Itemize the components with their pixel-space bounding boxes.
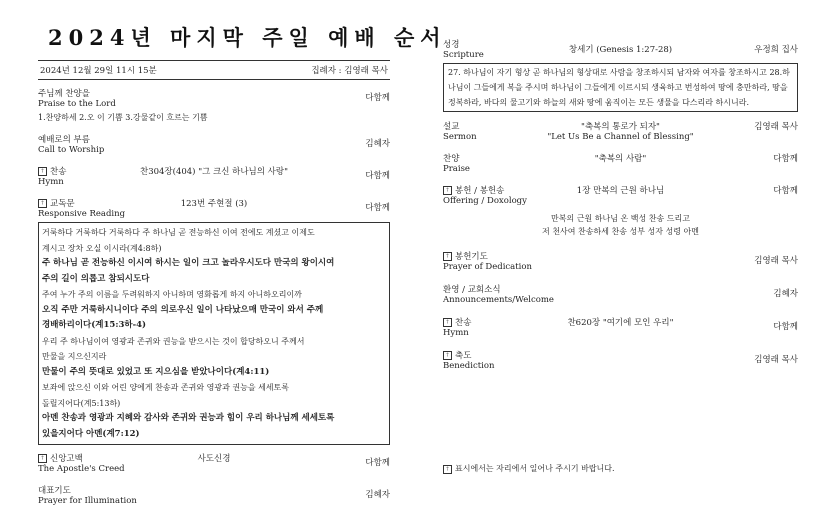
scripture-item	[443, 40, 798, 60]
stand-icon: †	[443, 186, 452, 195]
stand-icon: †	[38, 454, 47, 463]
reading-line: 우리 주 하나님이여 영광과 존귀와 권능을 받으시는 것이 합당하오니 주께서	[42, 336, 305, 346]
reading-line: 만물이 주의 뜻대로 있었고 또 지으심을 받았나이다(계4:11)	[42, 366, 270, 377]
item-en: Praise to the Lord	[38, 99, 116, 109]
order-item	[443, 285, 798, 305]
item-ko: 예배로의 부름	[38, 135, 90, 145]
reading-line: 돌릴지어다(계5:13하)	[42, 398, 121, 408]
item-en: Sermon	[443, 132, 477, 142]
item-leader: 다함께	[365, 458, 390, 468]
item-ko: 대표기도	[38, 486, 71, 496]
order-item	[38, 486, 390, 506]
item-leader: 김영래 목사	[754, 256, 798, 266]
footnote	[443, 463, 615, 474]
item-leader: 김영래 목사	[754, 355, 798, 365]
right-column	[443, 0, 798, 371]
page-title: 2024년 마지막 주일 예배 순서	[48, 25, 447, 50]
order-item	[443, 252, 798, 272]
item-ko: 봉헌 / 봉헌송	[455, 186, 505, 196]
item-ko: 성경	[443, 40, 460, 50]
sermon-title-en: "Let Us Be a Channel of Blessing"	[547, 132, 694, 142]
reading-line: 경배하리이다(계15:3하-4)	[42, 320, 147, 330]
item-ko: 교독문	[50, 199, 75, 209]
reading-line: 아멘 찬송과 영광과 지혜와 감사와 존귀와 권능과 힘이 우리 하나님께 세세토록	[42, 413, 335, 423]
item-leader: 김영래 목사	[754, 122, 798, 132]
item-leader: 우정희 집사	[754, 45, 798, 55]
item-detail: 찬620장 "여기에 모인 우리"	[567, 318, 674, 328]
doxology-line-1: 만복의 근원 하나님 온 백성 찬송 드리고	[551, 214, 690, 223]
stand-icon: †	[443, 351, 452, 360]
item-ko: 환영 / 교회소식	[443, 285, 501, 295]
stand-icon: †	[443, 318, 452, 327]
reading-line: 주 하나님 곧 전능하신 이시여 하시는 일이 크고 놀라우시도다 만국의 왕이시여	[42, 258, 335, 268]
praise-title: "축복의 사람"	[594, 154, 647, 164]
order-item	[38, 454, 390, 474]
item-ko: 설교	[443, 122, 460, 132]
item-leader: 김혜자	[365, 139, 390, 149]
sermon-item	[443, 122, 798, 144]
reading-line: 있을지어다 아멘(계7:12)	[42, 428, 140, 439]
footnote-text: 표시에서는 자리에서 일어나 주시기 바랍니다.	[455, 464, 615, 473]
doxology-lyrics	[443, 212, 798, 238]
order-item	[38, 135, 390, 155]
order-item	[443, 318, 798, 338]
scripture-ref: 창세기 (Genesis 1:27-28)	[568, 45, 673, 55]
item-detail: 찬304장(404) "그 크신 하나님의 사랑"	[139, 167, 289, 177]
date-line	[38, 60, 390, 80]
order-item	[38, 89, 390, 123]
item-ko: 찬양	[443, 154, 460, 164]
item-en: Announcements/Welcome	[443, 295, 554, 305]
item-en: Hymn	[443, 328, 469, 338]
reading-line: 만물을 지으신지라	[42, 352, 107, 361]
item-ko: 찬송	[455, 318, 472, 328]
praise-item	[443, 154, 798, 174]
item-en: Call to Worship	[38, 145, 105, 155]
doxology-line-2: 저 천사여 찬송하세 찬송 성부 성자 성령 아멘	[542, 227, 699, 236]
offering-item	[443, 186, 798, 206]
item-ko: 주님께 찬양을	[38, 89, 90, 99]
service-leader: 집례자 : 김영래 목사	[311, 66, 388, 76]
reading-line: 주의 길이 의롭고 참되시도다	[42, 273, 150, 284]
reading-line: 오직 주만 거룩하시니이다 주의 의로우신 일이 나타났으매 만국이 와서 주께	[42, 304, 324, 315]
responsive-reading-box	[38, 222, 390, 445]
reading-line: 거룩하다 거룩하다 거룩하다 주 하나님 곧 전능하신 이여 전에도 계셨고 이제도	[42, 228, 315, 237]
item-en: Hymn	[38, 177, 64, 187]
order-list-right	[443, 252, 798, 371]
stand-icon: †	[443, 252, 452, 261]
item-leader: 다함께	[773, 154, 798, 164]
scripture-text: 27. 하나님이 자기 형상 곧 하나님의 형상대로 사람을 창조하시되 남자와 여자를 창조하시고 28.하나님이 그들에게 복을 주시며 하나님이 그들에게 이르시되 생육하고 번성하여 땅에 충만하라, 땅을 정복하라, 바다의 물고기와 하늘의 새와 땅에 움직이는 모든 생물을 다스리라 하시니라.	[443, 63, 798, 112]
item-leader: 김혜자	[365, 490, 390, 500]
order-item	[38, 167, 390, 187]
reading-line: 계시고 장차 오실 이시라(계4:8하)	[42, 243, 162, 253]
item-leader: 다함께	[773, 322, 798, 332]
offering-hymn: 1장 만복의 근원 하나님	[576, 186, 665, 196]
item-ko: 봉헌기도	[455, 252, 488, 262]
item-ko: 신앙고백	[50, 454, 83, 464]
stand-icon: †	[38, 199, 47, 208]
service-date: 2024년 12월 29일 11시 15분	[40, 66, 157, 76]
item-en: Benediction	[443, 361, 495, 371]
item-ko: 찬송	[50, 167, 67, 177]
item-leader: 김혜자	[773, 289, 798, 299]
item-en: Offering / Doxology	[443, 196, 527, 206]
order-list-left-2	[38, 454, 390, 506]
item-leader: 다함께	[365, 171, 390, 181]
left-column	[38, 0, 447, 506]
item-en: The Apostle's Creed	[38, 464, 125, 474]
sermon-title-ko: "축복의 통로가 되자"	[581, 122, 660, 132]
order-item	[443, 351, 798, 371]
item-en: Praise	[443, 164, 470, 174]
item-leader: 다함께	[365, 93, 390, 103]
stand-icon: †	[443, 465, 452, 474]
reading-line: 주여 누가 주의 이름을 두려워하지 아니하며 영화롭게 하지 아니하오리이까	[42, 290, 302, 299]
reading-line: 보좌에 앉으신 이와 어린 양에게 찬송과 존귀와 영광과 권능을 세세토록	[42, 383, 289, 392]
item-en: Scripture	[443, 50, 484, 60]
item-detail: 123번 주현절 (3)	[180, 199, 248, 209]
item-en: Responsive Reading	[38, 209, 126, 219]
item-leader: 다함께	[365, 203, 390, 213]
item-en: Prayer for Illumination	[38, 496, 137, 506]
order-list-left	[38, 89, 390, 219]
item-en: Prayer of Dedication	[443, 262, 532, 272]
order-item	[38, 199, 390, 219]
item-leader: 다함께	[773, 186, 798, 196]
item-detail: 사도신경	[197, 454, 231, 464]
item-ko: 축도	[455, 351, 472, 361]
stand-icon: †	[38, 167, 47, 176]
item-sub: 1.찬양하세 2.오 이 기쁨 3.강물같이 흐르는 기쁨	[38, 113, 208, 122]
